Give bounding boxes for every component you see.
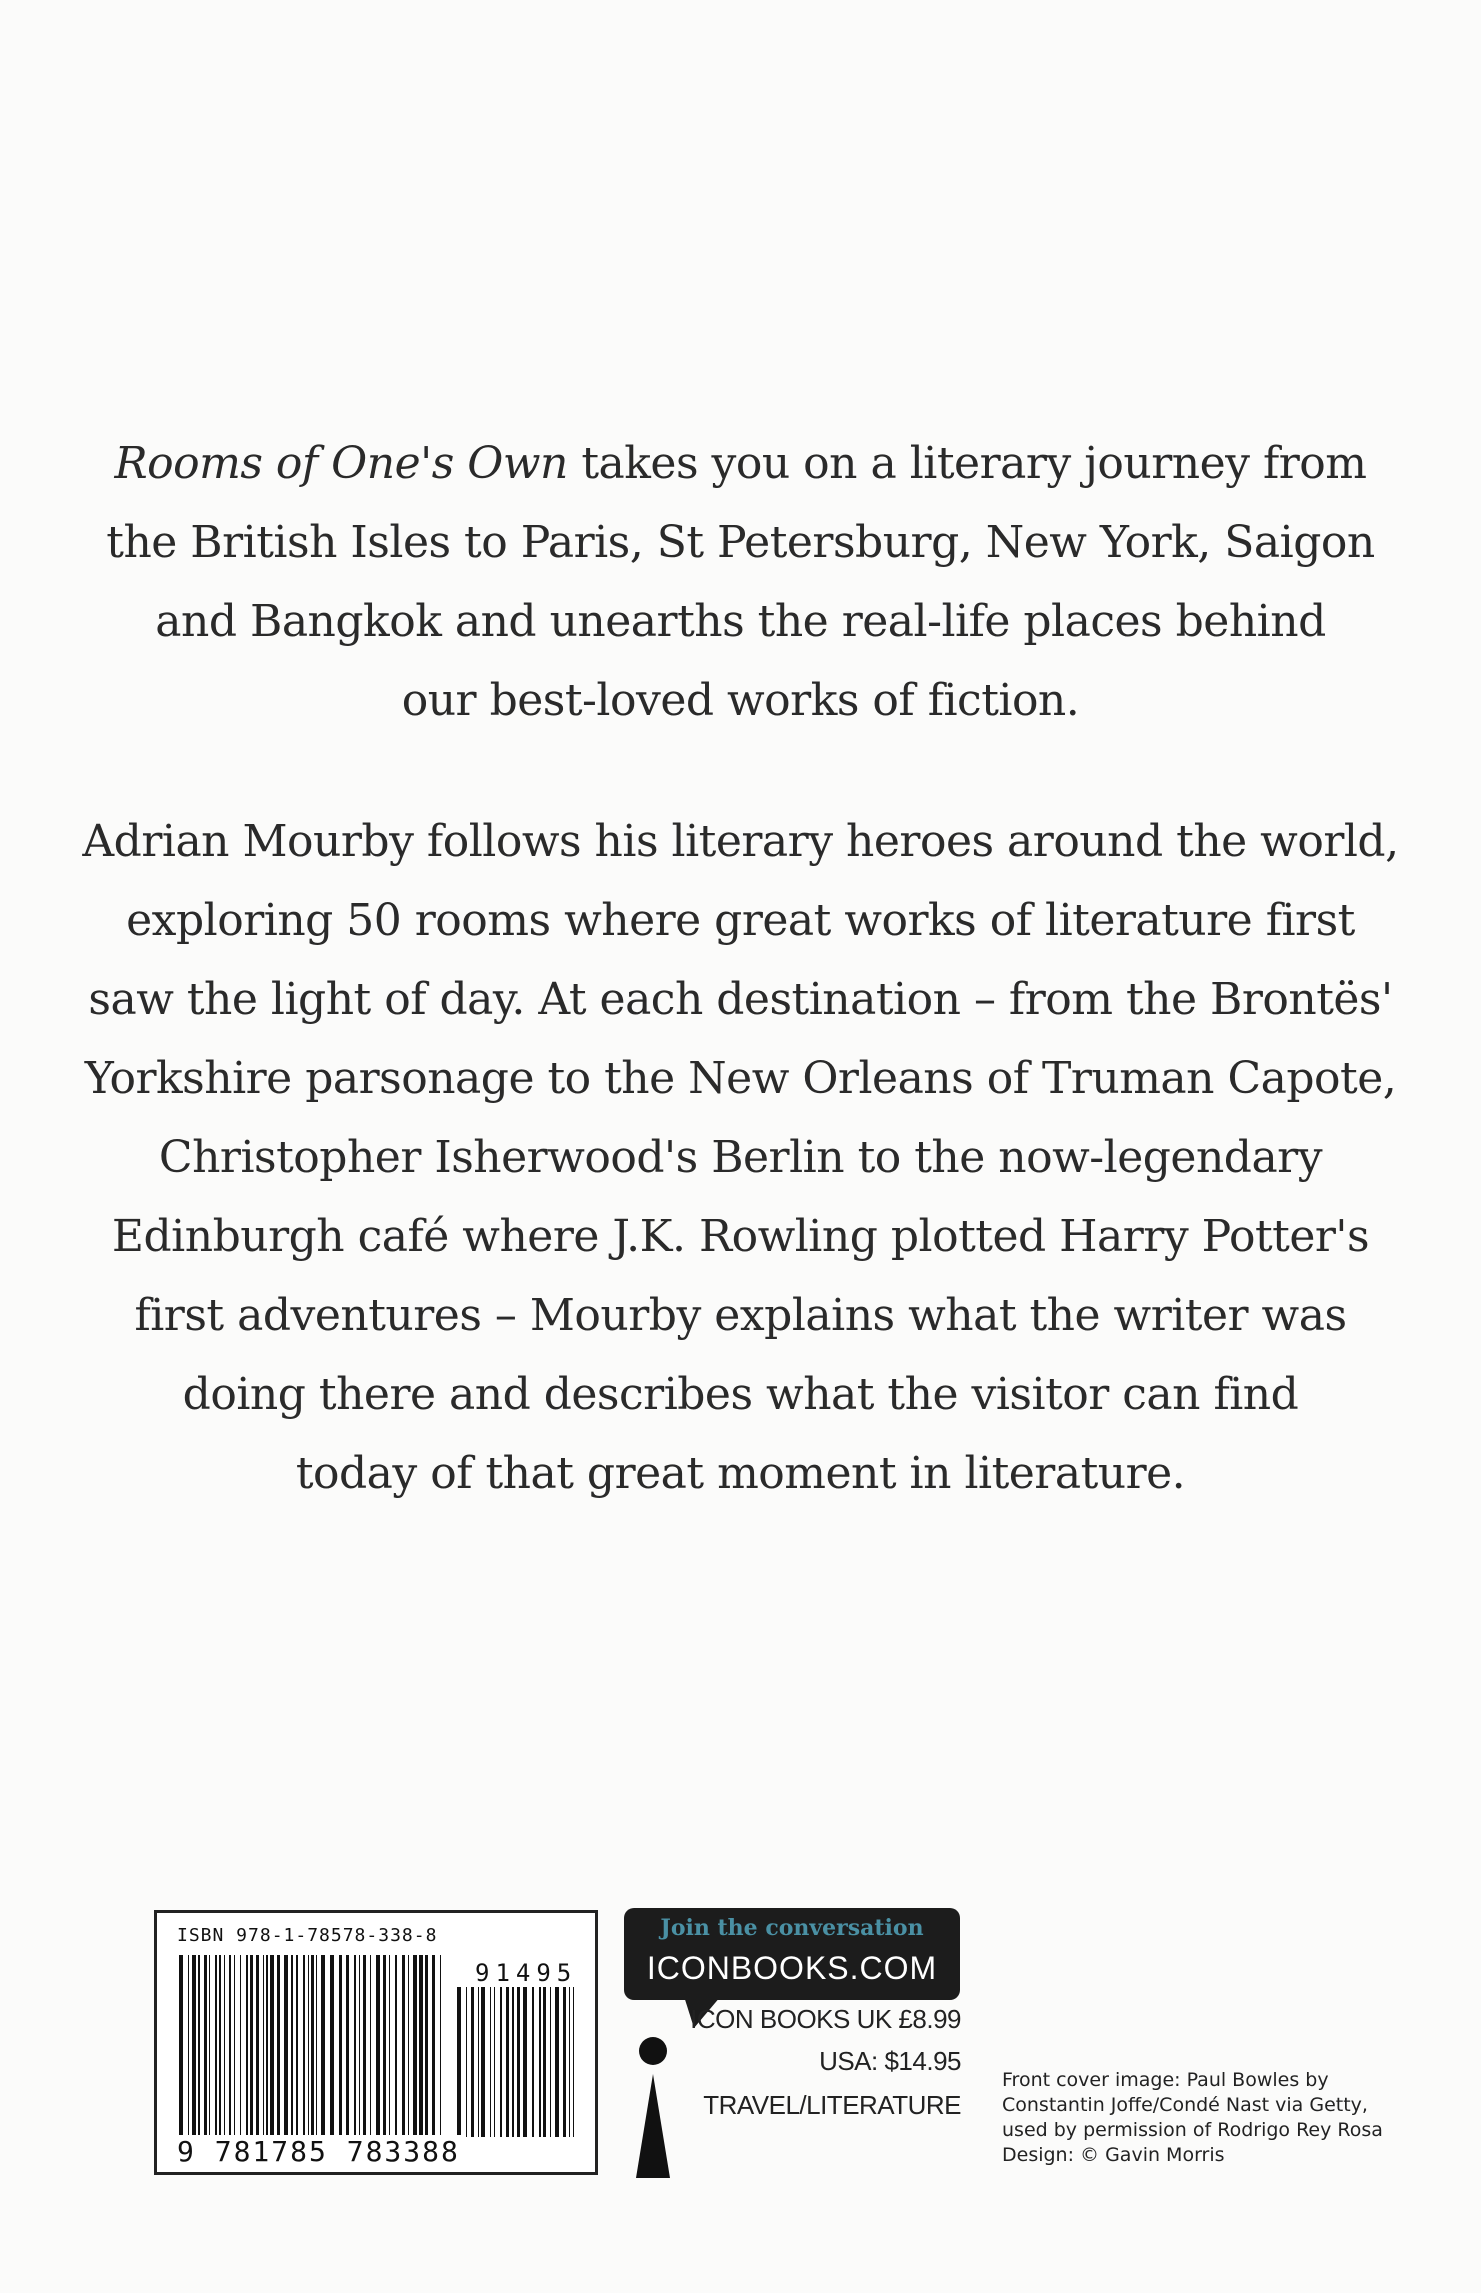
barcode-bar: [494, 1987, 495, 2137]
barcode-bar: [198, 1955, 200, 2155]
isbn-label: ISBN 978-1-78578-338-8: [177, 1925, 438, 1946]
blurb-desc-line: saw the light of day. At each destination – from the Brontës': [88, 974, 1393, 1025]
blurb-intro-line-1: [70, 424, 1411, 503]
credit-line: Front cover image: Paul Bowles by: [1002, 2069, 1329, 2091]
blurb-desc-line: first adventures – Mourby explains what the writer was: [134, 1290, 1347, 1341]
barcode-bar: [354, 1955, 356, 2155]
barcode-bar: [573, 1987, 574, 2137]
barcode-bar: [490, 1987, 491, 2137]
barcode-bar: [500, 1987, 502, 2137]
publisher-website: ICONBOOKS.COM: [646, 1950, 938, 1986]
barcode-bar: [457, 1987, 461, 2137]
barcode-bar: [389, 1955, 390, 2155]
barcode-bar: [563, 1987, 566, 2137]
price-uk: ICON BOOKS UK £8.99: [690, 2004, 961, 2034]
barcode-bar: [308, 1955, 309, 2155]
barcode-bar: [316, 1955, 317, 2155]
barcode-bar: [481, 1987, 485, 2137]
blurb-desc-line: exploring 50 rooms where great works of literature first: [126, 895, 1355, 946]
barcode-box: [154, 1910, 598, 2175]
blurb-intro-line-4: our best-loved works of fiction.: [401, 675, 1080, 726]
blurb-intro-line-3: and Bangkok and unearths the real-life places behind: [155, 596, 1326, 647]
barcode-bar: [478, 1987, 479, 2137]
barcode-bar: [466, 1987, 467, 2137]
barcode-bar: [408, 1955, 409, 2155]
barcode-bar: [311, 1955, 314, 2155]
price-usa: USA: $14.95: [819, 2046, 961, 2076]
blurb-description: [70, 802, 1411, 1513]
blurb-desc-line: doing there and describes what the visitor can find: [182, 1369, 1299, 1420]
barcode-bar: [234, 1955, 235, 2155]
barcode-bar: [256, 1955, 259, 2155]
barcode-bar: [555, 1987, 559, 2137]
barcode-bar: [263, 1955, 264, 2155]
barcode-bar: [321, 1955, 325, 2155]
barcode-bar: [363, 1955, 366, 2155]
barcode-bar: [277, 1955, 280, 2155]
blurb-desc-line: Adrian Mourby follows his literary heroes around the world,: [82, 816, 1399, 867]
barcode-bar: [402, 1955, 405, 2155]
barcode-bar: [425, 1955, 428, 2155]
barcode-bar: [229, 1955, 231, 2155]
barcode-bar: [204, 1955, 207, 2155]
barcode-bar: [550, 1987, 551, 2137]
barcode-bar: [284, 1955, 288, 2155]
book-category: TRAVEL/LITERATURE: [703, 2090, 961, 2120]
barcode-addon-bars: [457, 1987, 582, 2137]
barcode-bar: [512, 1987, 514, 2137]
blurb-intro-line-2: the British Isles to Paris, St Petersburg, New York, Saigon: [106, 517, 1375, 568]
barcode-bar: [517, 1987, 520, 2137]
barcode-bar: [209, 1955, 210, 2155]
credit-line: used by permission of Rodrigo Rey Rosa: [1002, 2119, 1383, 2141]
barcode-bar: [291, 1955, 293, 2155]
blurb-desc-line: Edinburgh café where J.K. Rowling plotted Harry Potter's: [111, 1211, 1370, 1262]
barcode-bar: [440, 1955, 441, 2155]
barcode-bar: [523, 1987, 527, 2137]
barcode-bar: [506, 1987, 509, 2137]
barcode-bar: [246, 1955, 248, 2155]
barcode-bar: [383, 1955, 386, 2155]
barcode-bar: [471, 1987, 474, 2137]
blurb-intro: [70, 424, 1411, 740]
credit-line: Design: © Gavin Morris: [1002, 2144, 1225, 2166]
barcode-bar: [330, 1955, 334, 2155]
blurb-desc-line: today of that great moment in literature.: [295, 1448, 1186, 1499]
barcode-bar: [346, 1955, 349, 2155]
barcode-bar: [303, 1955, 305, 2155]
barcode-bar: [419, 1955, 423, 2155]
barcode-bar: [215, 1955, 217, 2155]
blurb-intro-line-1-text: takes you on a literary journey from: [567, 438, 1367, 489]
barcode-bar: [543, 1987, 546, 2137]
barcode-bar: [240, 1955, 241, 2155]
barcode-bar: [179, 1955, 183, 2155]
barcode-bar: [370, 1955, 371, 2155]
blurb-desc-line: Christopher Isherwood's Berlin to the now-legendary: [158, 1132, 1323, 1183]
barcode-bar: [376, 1955, 380, 2155]
barcode-bar: [532, 1987, 534, 2137]
barcode-bar: [296, 1955, 298, 2155]
barcode-bars: [179, 1955, 449, 2155]
barcode-bar: [270, 1955, 274, 2155]
barcode-bar: [266, 1955, 268, 2155]
barcode-bar: [188, 1955, 189, 2155]
barcode-bar: [539, 1987, 541, 2137]
barcode-bar: [569, 1987, 570, 2137]
barcode-bar: [413, 1955, 417, 2155]
barcode-digits: 9 781785 783388: [177, 2135, 460, 2168]
blurb-desc-line: Yorkshire parsonage to the New Orleans of Truman Capote,: [84, 1053, 1397, 1104]
book-title: Rooms of One's Own: [114, 438, 568, 489]
barcode-bar: [192, 1955, 196, 2155]
barcode-bar: [250, 1955, 253, 2155]
barcode-bar: [219, 1955, 221, 2155]
barcode-bar: [224, 1955, 225, 2155]
barcode-bar: [432, 1955, 435, 2155]
icon-books-logo-icon: [632, 2030, 674, 2180]
barcode-addon-digits: 91495: [475, 1959, 578, 1987]
join-conversation-text: Join the conversation: [660, 1915, 924, 1941]
credit-line: Constantin Joffe/Condé Nast via Getty,: [1002, 2094, 1368, 2116]
barcode-bar: [359, 1955, 360, 2155]
barcode-bar: [395, 1955, 397, 2155]
barcode-bar: [339, 1955, 342, 2155]
cover-credits: [1002, 2068, 1383, 2168]
